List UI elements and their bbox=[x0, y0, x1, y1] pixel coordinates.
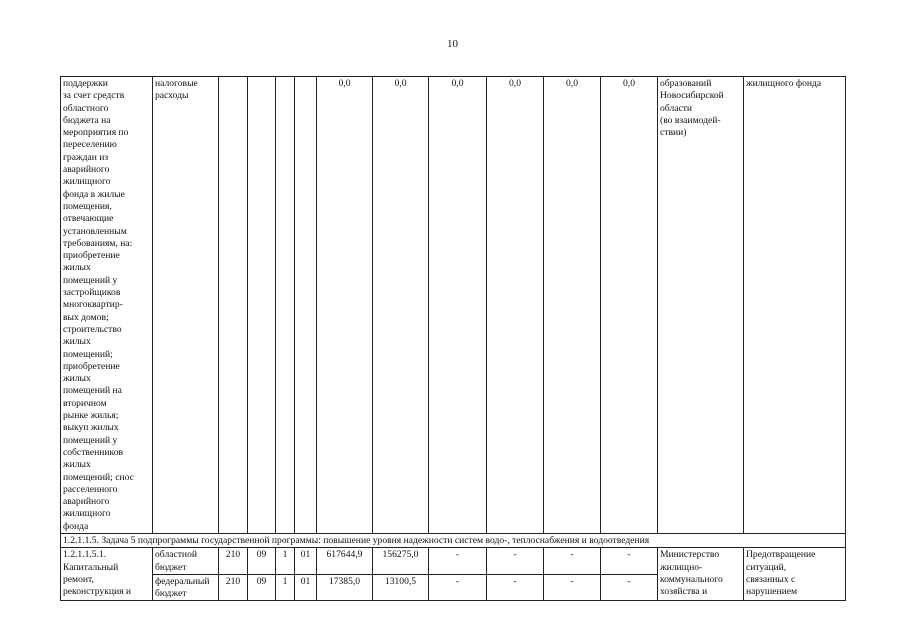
event-name-line: реконструкция и bbox=[63, 586, 132, 598]
executor-cell bbox=[658, 548, 744, 601]
value-cell: - bbox=[601, 574, 658, 601]
value-cell: 0,0 bbox=[317, 77, 373, 534]
event-name-line: фонда в жилые bbox=[63, 188, 125, 200]
executor-line: (во взаимодей- bbox=[660, 114, 721, 126]
event-name-line: строительство bbox=[63, 323, 122, 335]
value-cell: - bbox=[544, 548, 601, 575]
event-name-line: бюджета на bbox=[63, 114, 111, 126]
value-cell: 0,0 bbox=[487, 77, 544, 534]
table-row bbox=[61, 533, 846, 547]
value-cell: 617644,9 bbox=[317, 548, 373, 575]
value-cell: - bbox=[487, 548, 544, 575]
result-line: связанных с bbox=[746, 573, 796, 585]
event-name-line: требованиям, на: bbox=[63, 237, 133, 249]
funding-source-line: расходы bbox=[155, 90, 189, 102]
value-cell: 13100,5 bbox=[373, 574, 429, 601]
value-cell: - bbox=[544, 574, 601, 601]
event-name-line: помещения, bbox=[63, 200, 112, 212]
event-name-line: вых домов; bbox=[63, 311, 109, 323]
result-cell bbox=[744, 77, 846, 534]
event-name-line: отвечающие bbox=[63, 213, 114, 225]
rz-cell: 09 bbox=[248, 548, 276, 575]
value-cell: 0,0 bbox=[373, 77, 429, 534]
cs-cell: 01 bbox=[295, 548, 317, 575]
grbs-cell: 210 bbox=[219, 548, 248, 575]
rz-cell: 09 bbox=[248, 574, 276, 601]
value-cell: - bbox=[601, 548, 658, 575]
event-name-line: граждан из bbox=[63, 151, 109, 163]
event-name-line: областного bbox=[63, 102, 109, 114]
task-heading: 1.2.1.1.5. Задача 5 подпрограммы государственной программы: повышение уровня надежности систем водо-, теплоснабжения и водоотведения bbox=[61, 533, 846, 547]
event-name-line: мероприятия по bbox=[63, 127, 129, 139]
event-name-line: установленным bbox=[63, 225, 127, 237]
event-name-line: аварийного bbox=[63, 164, 110, 176]
event-name-line: жилых bbox=[63, 373, 91, 385]
value-cell: - bbox=[429, 574, 487, 601]
event-name-line: расселенного bbox=[63, 483, 118, 495]
executor-line: коммунального bbox=[660, 573, 723, 585]
event-name-line: фонда bbox=[63, 520, 89, 532]
event-name-line: жилых bbox=[63, 262, 91, 274]
executor-line: Новосибирской bbox=[660, 90, 724, 102]
event-name-line: застройщиков bbox=[63, 287, 121, 299]
funding-source-cell: областной бюджет bbox=[153, 548, 219, 575]
event-name-line: собственников bbox=[63, 446, 124, 458]
executor-line: области bbox=[660, 102, 693, 114]
funding-source-line: налоговые bbox=[155, 78, 198, 89]
event-name-line: переселению bbox=[63, 139, 117, 151]
event-name-line: жилищного bbox=[63, 508, 111, 520]
event-name-line: помещений на bbox=[63, 385, 122, 397]
cs-cell bbox=[295, 77, 317, 534]
rz-cell bbox=[248, 77, 276, 534]
event-name-line: выкуп жилых bbox=[63, 422, 119, 434]
cs-cell: 01 bbox=[295, 574, 317, 601]
event-name-line: аварийного bbox=[63, 496, 110, 508]
executor-line: Министерство bbox=[660, 549, 720, 561]
event-name-line: помещений; bbox=[63, 348, 113, 360]
event-name-line: вторичном bbox=[63, 397, 107, 409]
table-row bbox=[61, 77, 846, 534]
executor-line: ствии) bbox=[660, 127, 687, 139]
value-cell: 0,0 bbox=[601, 77, 658, 534]
event-name-cell bbox=[61, 77, 153, 534]
event-name-line: рынке жилья; bbox=[63, 410, 119, 422]
event-name-line: поддержки bbox=[63, 78, 108, 89]
result-line: жилищного фонда bbox=[746, 78, 822, 89]
value-cell: 156275,0 bbox=[373, 548, 429, 575]
executor-line: жилищно- bbox=[660, 561, 703, 573]
event-name-line: 1.2.1.1.5.1. bbox=[63, 549, 107, 561]
pr-cell: 1 bbox=[276, 548, 295, 575]
funding-source-cell bbox=[153, 77, 219, 534]
event-name-cell bbox=[61, 548, 153, 601]
result-line: ситуаций, bbox=[746, 561, 787, 573]
value-cell: - bbox=[429, 548, 487, 575]
value-cell: 17385,0 bbox=[317, 574, 373, 601]
value-cell: 0,0 bbox=[544, 77, 601, 534]
result-line: нарушением bbox=[746, 586, 798, 598]
event-name-line: жилых bbox=[63, 336, 91, 348]
event-name-line: ремонт, bbox=[63, 573, 94, 585]
event-name-line: многоквартир- bbox=[63, 299, 123, 311]
executor-cell bbox=[658, 77, 744, 534]
value-cell: 0,0 bbox=[429, 77, 487, 534]
event-name-line: жилищного bbox=[63, 176, 111, 188]
result-line: Предотвращение bbox=[746, 549, 816, 561]
budget-table bbox=[60, 76, 846, 601]
event-name-line: приобретение bbox=[63, 250, 120, 262]
pr-cell bbox=[276, 77, 295, 534]
event-name-line: жилых bbox=[63, 459, 91, 471]
executor-line: хозяйства и bbox=[660, 586, 708, 598]
event-name-line: Капитальный bbox=[63, 561, 119, 573]
event-name-line: приобретение bbox=[63, 360, 120, 372]
grbs-cell: 210 bbox=[219, 574, 248, 601]
page-number: 10 bbox=[447, 38, 458, 50]
event-name-line: помещений у bbox=[63, 434, 118, 446]
pr-cell: 1 bbox=[276, 574, 295, 601]
table-row bbox=[61, 548, 846, 575]
event-name-line: помещений; снос bbox=[63, 471, 134, 483]
grbs-cell bbox=[219, 77, 248, 534]
value-cell: - bbox=[487, 574, 544, 601]
result-cell bbox=[744, 548, 846, 601]
funding-source-cell: федеральный бюджет bbox=[153, 574, 219, 601]
executor-line: образований bbox=[660, 78, 712, 89]
event-name-line: помещений у bbox=[63, 274, 118, 286]
event-name-line: за счет средств bbox=[63, 90, 125, 102]
